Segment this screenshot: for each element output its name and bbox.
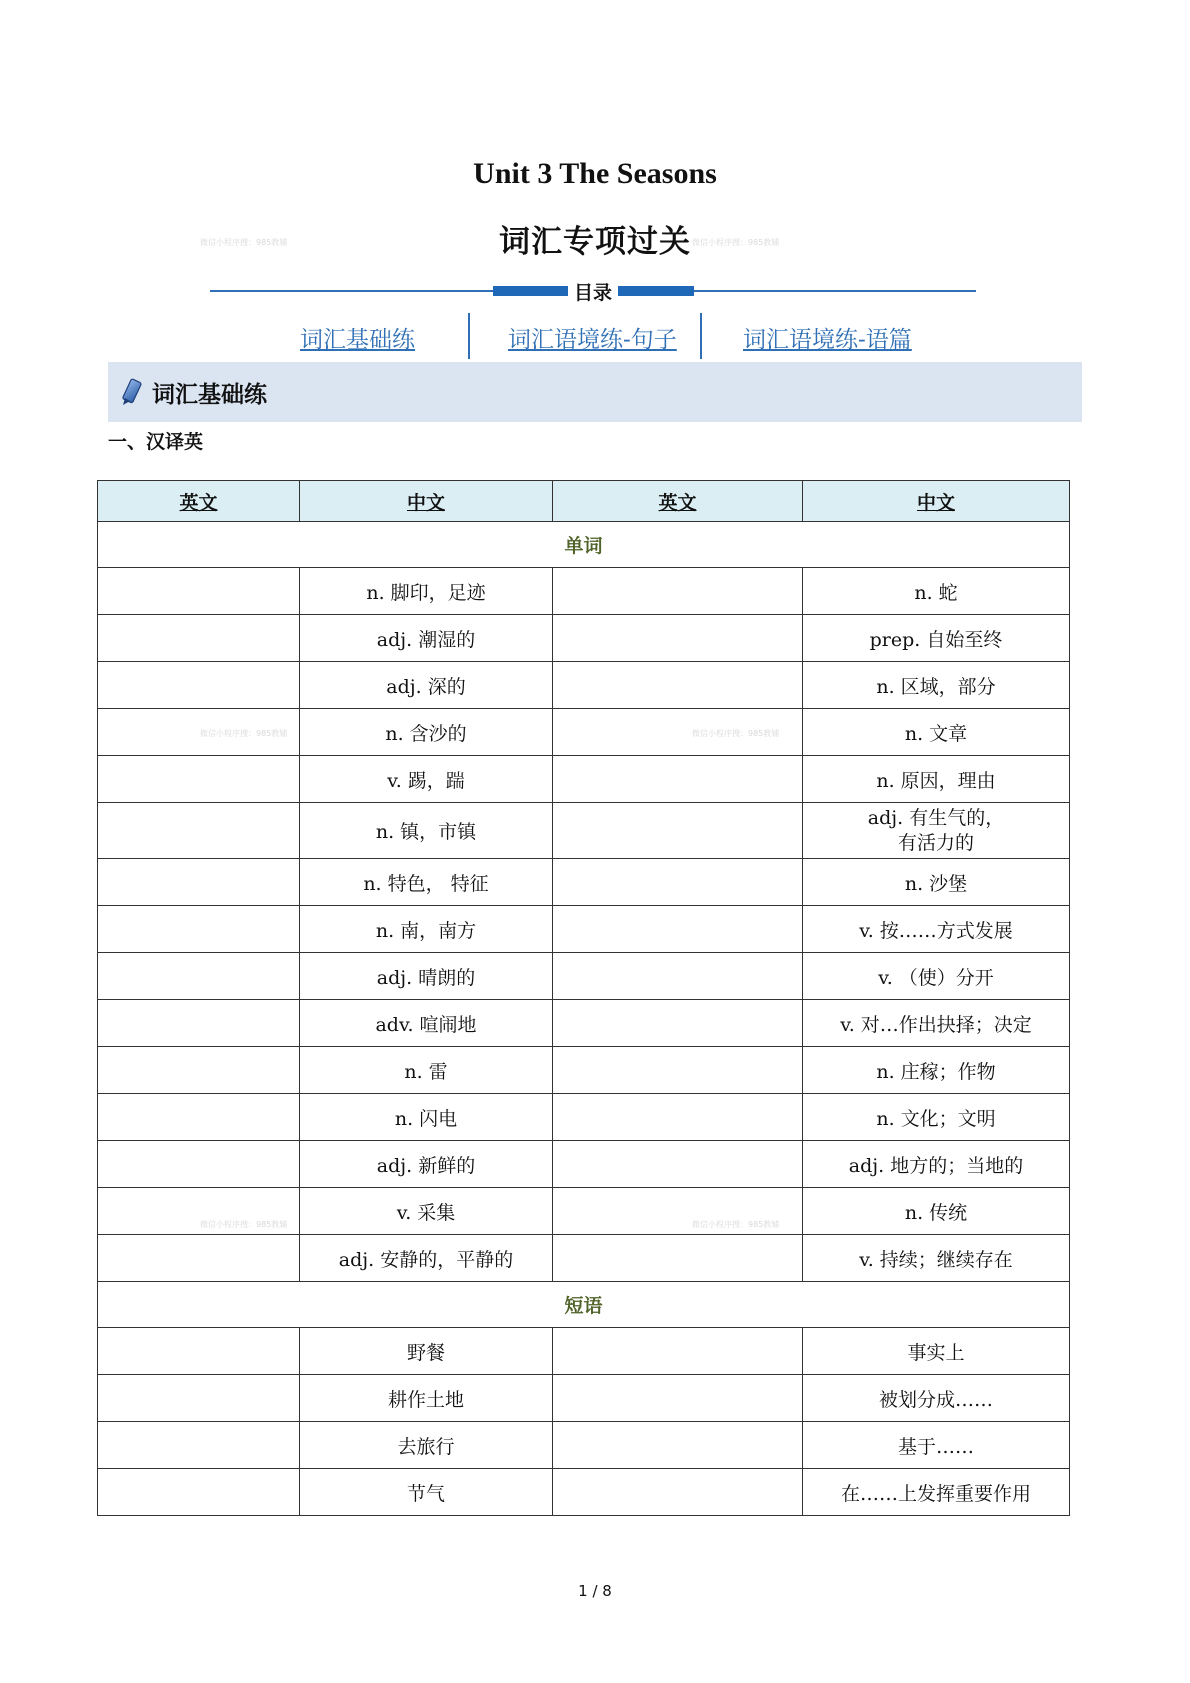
- chinese-cell: v. 采集: [300, 1188, 553, 1235]
- chinese-cell: n. 雷: [300, 1047, 553, 1094]
- answer-cell[interactable]: [98, 662, 300, 709]
- answer-cell[interactable]: [553, 1469, 803, 1516]
- table-row: [98, 756, 1070, 803]
- table-row: [98, 1094, 1070, 1141]
- table-row: [98, 1141, 1070, 1188]
- chinese-cell: n. 庄稼；作物: [803, 1047, 1070, 1094]
- toc-separator: [700, 313, 702, 359]
- section-header: [108, 362, 1082, 422]
- table-row: [98, 1375, 1070, 1422]
- answer-cell[interactable]: [98, 1047, 300, 1094]
- chinese-cell: 去旅行: [300, 1422, 553, 1469]
- answer-cell[interactable]: [98, 1328, 300, 1375]
- document-subtitle: 词汇专项过关: [499, 224, 691, 260]
- chinese-cell: adj. 晴朗的: [300, 953, 553, 1000]
- section-title: 词汇基础练: [152, 382, 267, 408]
- answer-cell[interactable]: [98, 803, 300, 859]
- chinese-cell: n. 区域，部分: [803, 662, 1070, 709]
- answer-cell[interactable]: [98, 1000, 300, 1047]
- toc-divider-left: [210, 290, 493, 292]
- chinese-cell: n. 含沙的: [300, 709, 553, 756]
- toc-accent-right: [618, 286, 694, 296]
- chinese-cell: n. 脚印，足迹: [300, 568, 553, 615]
- chinese-cell: [803, 803, 1070, 859]
- chinese-cell: n. 文章: [803, 709, 1070, 756]
- watermark: 微信小程序搜：985教辅: [692, 729, 780, 738]
- chinese-cell: 事实上: [803, 1328, 1070, 1375]
- answer-cell[interactable]: [98, 953, 300, 1000]
- answer-cell[interactable]: [98, 1469, 300, 1516]
- chinese-text-line: 有活力的: [897, 831, 974, 854]
- answer-cell[interactable]: [553, 1328, 803, 1375]
- toc-links: [270, 313, 940, 361]
- part-heading: 一、汉译英: [108, 431, 204, 453]
- table-row: [98, 953, 1070, 1000]
- chinese-cell: prep. 自始至终: [803, 615, 1070, 662]
- answer-cell[interactable]: [553, 1141, 803, 1188]
- chinese-cell: adj. 潮湿的: [300, 615, 553, 662]
- answer-cell[interactable]: [553, 568, 803, 615]
- answer-cell[interactable]: [98, 906, 300, 953]
- answer-cell[interactable]: [98, 859, 300, 906]
- header-chinese: 中文: [300, 481, 553, 522]
- watermark: 微信小程序搜：985教辅: [200, 1220, 288, 1229]
- toc-label: 目录: [568, 278, 618, 305]
- chinese-cell: n. 南，南方: [300, 906, 553, 953]
- table-header-row: [98, 481, 1070, 522]
- toc-accent-left: [493, 286, 568, 296]
- chinese-cell: adj. 深的: [300, 662, 553, 709]
- answer-cell[interactable]: [553, 1047, 803, 1094]
- table-row: [98, 1328, 1070, 1375]
- table-row: [98, 859, 1070, 906]
- chinese-cell: 野餐: [300, 1328, 553, 1375]
- answer-cell[interactable]: [553, 1422, 803, 1469]
- chinese-cell: 被划分成……: [803, 1375, 1070, 1422]
- chinese-cell: n. 沙堡: [803, 859, 1070, 906]
- chinese-cell: n. 原因，理由: [803, 756, 1070, 803]
- chinese-cell: 节气: [300, 1469, 553, 1516]
- answer-cell[interactable]: [98, 1141, 300, 1188]
- watermark: 微信小程序搜：985教辅: [200, 238, 288, 247]
- answer-cell[interactable]: [98, 1375, 300, 1422]
- toc-link-sentence[interactable]: 词汇语境练-句子: [508, 327, 677, 353]
- chinese-cell: adj. 安静的，平静的: [300, 1235, 553, 1282]
- table-row: [98, 662, 1070, 709]
- chinese-cell: n. 镇，市镇: [300, 803, 553, 859]
- vocabulary-table: [97, 480, 1070, 1516]
- chinese-cell: v. 对…作出抉择；决定: [803, 1000, 1070, 1047]
- header-chinese: 中文: [803, 481, 1070, 522]
- answer-cell[interactable]: [553, 859, 803, 906]
- answer-cell[interactable]: [553, 1000, 803, 1047]
- answer-cell[interactable]: [98, 756, 300, 803]
- watermark: 微信小程序搜：985教辅: [692, 238, 780, 247]
- answer-cell[interactable]: [553, 803, 803, 859]
- chinese-cell: n. 特色， 特征: [300, 859, 553, 906]
- answer-cell[interactable]: [553, 662, 803, 709]
- toc-divider-right: [694, 290, 976, 292]
- answer-cell[interactable]: [553, 1235, 803, 1282]
- chinese-cell: v. 踢，踹: [300, 756, 553, 803]
- chinese-cell: v. （使）分开: [803, 953, 1070, 1000]
- header-english: 英文: [553, 481, 803, 522]
- table-row: [98, 906, 1070, 953]
- answer-cell[interactable]: [553, 906, 803, 953]
- page-number: 1 / 8: [578, 1582, 612, 1600]
- answer-cell[interactable]: [553, 953, 803, 1000]
- answer-cell[interactable]: [553, 756, 803, 803]
- table-row: [98, 803, 1070, 859]
- chinese-cell: adj. 新鲜的: [300, 1141, 553, 1188]
- table-row: [98, 1000, 1070, 1047]
- chinese-cell: v. 按……方式发展: [803, 906, 1070, 953]
- answer-cell[interactable]: [98, 1094, 300, 1141]
- toc-separator: [468, 313, 470, 359]
- chinese-cell: n. 传统: [803, 1188, 1070, 1235]
- chinese-cell: 在……上发挥重要作用: [803, 1469, 1070, 1516]
- document-title: Unit 3 The Seasons: [473, 157, 717, 190]
- chinese-cell: 耕作土地: [300, 1375, 553, 1422]
- chinese-cell: 基于……: [803, 1422, 1070, 1469]
- category-row: [98, 522, 1070, 568]
- category-words-label: 单词: [98, 522, 1070, 568]
- header-english: 英文: [98, 481, 300, 522]
- toc-link-passage[interactable]: 词汇语境练-语篇: [743, 327, 912, 353]
- toc-link-basic[interactable]: 词汇基础练: [300, 327, 415, 353]
- chinese-cell: adj. 地方的；当地的: [803, 1141, 1070, 1188]
- answer-cell[interactable]: [553, 615, 803, 662]
- chinese-cell: n. 文化；文明: [803, 1094, 1070, 1141]
- watermark: 微信小程序搜：985教辅: [692, 1220, 780, 1229]
- answer-cell[interactable]: [553, 1094, 803, 1141]
- category-row: [98, 1282, 1070, 1328]
- table-row: [98, 615, 1070, 662]
- table-row: [98, 1422, 1070, 1469]
- table-row: [98, 1469, 1070, 1516]
- answer-cell[interactable]: [98, 568, 300, 615]
- chinese-cell: adv. 喧闹地: [300, 1000, 553, 1047]
- table-row: [98, 568, 1070, 615]
- answer-cell[interactable]: [98, 615, 300, 662]
- chinese-cell: n. 闪电: [300, 1094, 553, 1141]
- table-row: [98, 1235, 1070, 1282]
- table-row: [98, 1047, 1070, 1094]
- answer-cell[interactable]: [98, 1422, 300, 1469]
- chinese-text-line: adj. 有生气的，: [867, 806, 1005, 829]
- pencil-icon: [120, 378, 146, 408]
- watermark: 微信小程序搜：985教辅: [200, 729, 288, 738]
- answer-cell[interactable]: [553, 1375, 803, 1422]
- category-phrases-label: 短语: [98, 1282, 1070, 1328]
- chinese-cell: n. 蛇: [803, 568, 1070, 615]
- answer-cell[interactable]: [98, 1235, 300, 1282]
- chinese-cell: v. 持续；继续存在: [803, 1235, 1070, 1282]
